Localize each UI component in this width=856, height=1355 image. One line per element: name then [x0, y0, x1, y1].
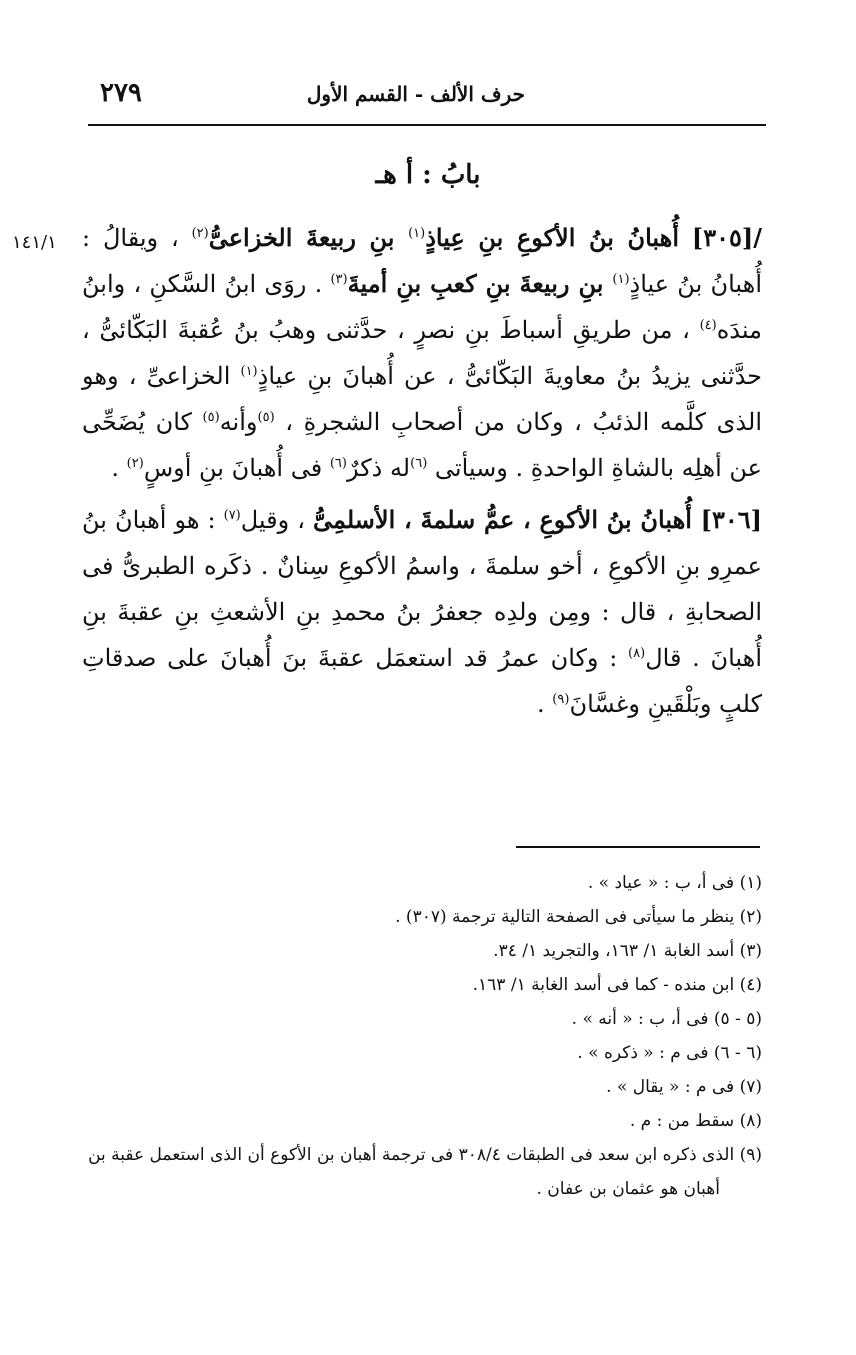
footnote-separator	[516, 846, 760, 848]
header-rule	[88, 124, 766, 126]
footnote: (١) فى أ، ب : « عياد » .	[587, 873, 762, 893]
footnote: (٧) فى م : « يقال » .	[606, 1077, 762, 1097]
footnote-ref: (٦)	[410, 456, 428, 471]
footnote: (٨) سقط من : م .	[629, 1111, 762, 1131]
footnote: (٦ - ٦) فى م : « ذكره » .	[577, 1043, 762, 1063]
entry-306	[82, 497, 762, 727]
footnote-ref: (٥)	[202, 410, 220, 425]
margin-reference: ١٤١/١	[12, 232, 57, 253]
entry-text: وأنه	[219, 408, 258, 436]
footnote: (٣) أسد الغابة ١/ ١٦٣، والتجريد ١/ ٣٤.	[493, 941, 762, 961]
entry-text: .	[537, 690, 553, 718]
footnote-ref: (٩)	[552, 692, 570, 707]
entry-text: : وكان عمرُ قد استعمَل عقبةَ بنَ أُهبانَ على صدقاتِ كلبٍ وبَلْقَينِ وغسَّانَ	[82, 644, 762, 718]
footnote: (٩) الذى ذكره ابن سعد فى الطبقات ٣٠٨/٤ فى ترجمة أهبان بن الأكوع أن الذى استعمل عقبة بن	[88, 1145, 762, 1165]
footnotes	[62, 866, 762, 1206]
entry-text: ، وقيل	[240, 506, 313, 534]
footnote-continuation: أهبان هو عثمان بن عفان .	[536, 1179, 720, 1199]
footnote-ref: (٧)	[223, 508, 241, 523]
footnote-ref: (٨)	[628, 646, 646, 661]
footnote-ref: (١)	[612, 272, 630, 287]
footnote-ref: (٣)	[330, 272, 348, 287]
footnote-ref: (١)	[240, 364, 258, 379]
entry-text: : هو أهبانُ بنُ عمرِو بنِ الأكوعِ ، أخو سلمةَ ، واسمُ الأكوعِ سِنانٌ . ذكَره الطبرىُّ فى الصحابةِ ، قال : ومِن ولدِه جعفرُ بنُ محمدِ بنِ الأشعثِ بنِ عقبةَ بنِ أُهبانَ . قال	[82, 506, 762, 672]
chapter-title: بابُ : أ هـ	[375, 160, 481, 190]
entry-text: له ذكرٌ	[346, 454, 411, 482]
footnote-ref: (٦)	[329, 456, 347, 471]
footnote-ref: (٢)	[126, 456, 144, 471]
footnote-ref: (٤)	[699, 318, 717, 333]
body-text	[82, 215, 762, 733]
entry-text: . روَى ابنُ السَّكنِ ، وابنُ مندَه	[82, 270, 762, 344]
page-number: ٢٧٩	[100, 78, 142, 108]
entry-text: الخزاعىِّ ، وهو الذى كلَّمه الذئبُ ، وكان من أصحابِ الشجرةِ ،	[82, 362, 762, 436]
entry-number: [٣٠٦]	[700, 505, 763, 534]
footnote-ref: (٥)	[257, 410, 275, 425]
entry-heading: أُهبانُ بنُ الأكوعِ بنِ عِياذٍ	[425, 223, 679, 252]
entry-text: فى أُهبانَ بنِ أوسٍ	[143, 454, 330, 482]
entry-text: .	[111, 454, 127, 482]
footnote-ref: (٢)	[191, 226, 209, 241]
running-head	[100, 78, 760, 106]
entry-heading: أُهبانُ بنُ الأكوعِ ، عمُّ سلمةَ ، الأسلمِىُّ	[312, 505, 701, 534]
entry-text: بنِ ربيعةَ بنِ كعبِ بنِ أميةَ	[347, 269, 613, 298]
entry-text: ، ويقالُ : أُهبانُ بنُ عياذٍ	[82, 224, 762, 298]
footnote: (٥ - ٥) فى أ، ب : « أنه » .	[571, 1009, 762, 1029]
footnote-ref: (١)	[408, 226, 426, 241]
entry-text: ، من طريقِ أسباطَ بنِ نصرٍ ، حدَّثنى وهبُ بنُ عُقبةَ البَكّائىُّ ، حدَّثنى يزيدُ بنُ معاويةَ البَكّائىُّ ، عن أُهبانَ بنِ عياذٍ	[82, 316, 762, 390]
entry-305	[82, 215, 762, 491]
running-head-title: حرف الألف - القسم الأول	[306, 82, 525, 106]
entry-text: كان يُضَحِّى عن أهلِه بالشاةِ الواحدةِ . وسيأتى	[82, 408, 762, 482]
entry-heading-cont: بنِ ربيعةَ الخزاعىُّ	[208, 223, 409, 252]
entry-number: /[٣٠٥]	[691, 223, 762, 252]
footnote: (٤) ابن منده - كما فى أسد الغابة ١/ ١٦٣.	[472, 975, 762, 995]
footnote: (٢) ينظر ما سيأتى فى الصفحة التالية ترجمة (٣٠٧) .	[395, 907, 762, 927]
